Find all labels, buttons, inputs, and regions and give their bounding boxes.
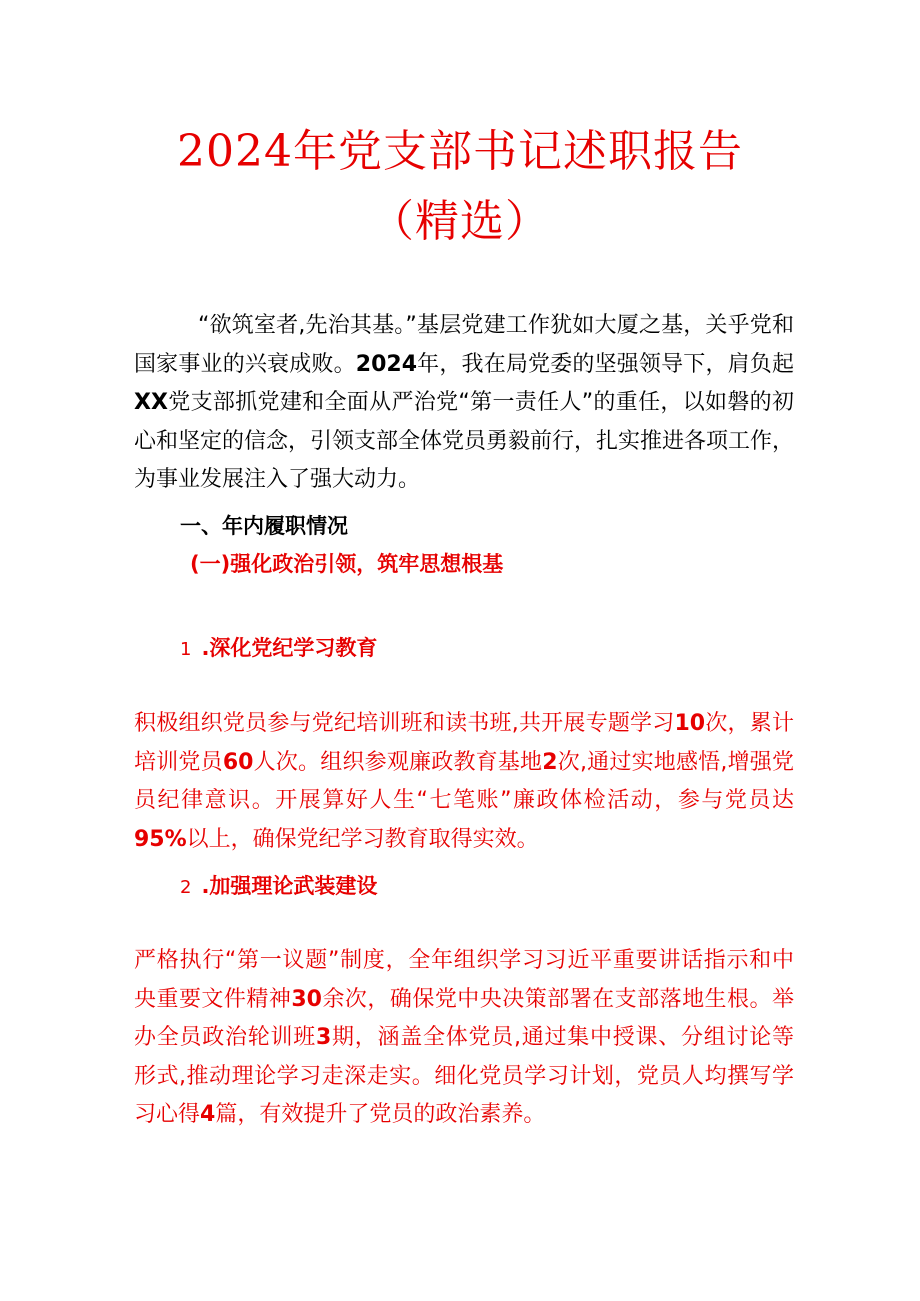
item-heading-2	[180, 870, 377, 900]
number-span: 95%	[134, 826, 187, 852]
text-span: 期，涵盖全体党员,通过集中授课、分组讨论等形式,推动理论学习走深走实。细化党员学习计划，党员人均撰写学习心得	[134, 1025, 794, 1127]
text-span: 严格执行“第一议题”制度，全年组织学习习近平重要讲话指示和中央重要文件精神	[134, 948, 794, 1012]
subsection-heading: (一)强化政治引领，筑牢思想根基	[190, 552, 504, 576]
item-paragraph-1	[134, 705, 794, 859]
intro-text-3: 党支部抓党建和全面从严治党“第一责任人”的重任，以如磐的初心和坚定的信念，引领支部全体党员勇毅前行，扎实推进各项工作，为事业发展注入了强大动力。	[134, 390, 795, 492]
item-heading-text: .深化党纪学习教育	[201, 636, 378, 660]
number-span: 3	[315, 1025, 332, 1050]
number-span: 2	[542, 749, 558, 775]
number-span: 60	[222, 749, 254, 775]
item-heading-1	[180, 632, 377, 662]
item-paragraph-2	[134, 942, 794, 1135]
text-span: 人次。组织参观廉政教育基地	[253, 749, 543, 775]
number-span: 4	[200, 1102, 216, 1127]
text-span: 积极组织党员参与党纪培训班和读书班,共开展专题学习	[134, 711, 675, 736]
intro-paragraph	[134, 307, 794, 500]
intro-year: 2024	[355, 351, 417, 377]
intro-xx: XX	[134, 390, 168, 415]
number-span: 30	[291, 986, 322, 1012]
doc-title: 2024年党支部书记述职报告	[177, 126, 743, 177]
text-span: 以上，确保党纪学习教育取得实效。	[186, 826, 539, 852]
text-span: 次,通过实地感悟,增强党员纪律意识。开展算好人生“七笔账”廉政体检活动，参与党员达	[134, 749, 794, 813]
number-span: 10	[674, 711, 706, 736]
item-heading-text: .加强理论武装建设	[201, 874, 378, 898]
intro-text-1: “欲筑室者,先治其基。”基层党建工作犹如大厦之基，关乎党和国家事业的兴衰成败。	[134, 313, 794, 377]
intro-text-2: 年，我在局党委的坚强领导下，肩负起	[417, 351, 794, 377]
item-number: 2	[180, 877, 192, 898]
doc-subtitle: （精选）	[370, 196, 550, 247]
text-span: 次，累计培训党员	[134, 711, 794, 775]
text-span: 篇，有效提升了党员的政治素养。	[215, 1102, 546, 1127]
item-number: 1	[180, 639, 192, 660]
section-heading: 一、年内履职情况	[180, 514, 348, 538]
text-span: 余次，确保党中央决策部署在支部落地生根。举办全员政治轮训班	[134, 986, 794, 1050]
